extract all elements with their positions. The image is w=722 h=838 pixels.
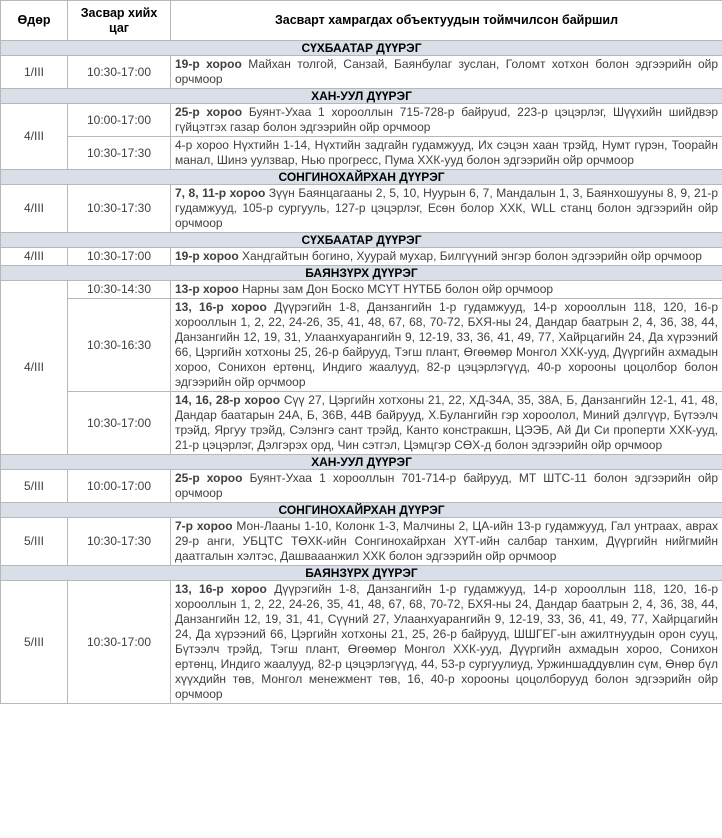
day-cell: 1/III [1,56,68,89]
time-cell: 10:30-17:00 [68,248,171,266]
location-cell [171,137,722,170]
location-cell [171,299,722,392]
location-cell [171,281,722,299]
location-cell [171,185,722,233]
table-row [1,470,722,503]
time-cell: 10:30-17:00 [68,581,171,704]
location-cell [171,470,722,503]
khoroo-label: 14, 16, 28-р хороо [175,393,281,407]
time-cell: 10:30-17:30 [68,185,171,233]
district-row [1,566,722,581]
location-text: Мон-Лааны 1-10, Колонк 1-3, Малчины 2, ЦА-ийн 13-р гудамжууд, Гал унтраах, аврах 29-р анги, УБЦТС ТӨХК-ийн Сонгинохайрхан ХҮТ-ийн салбар танхим, Дүүргийн нийгмийн даатгалын хэлтэс, Дашвааанжил ХХК болон эдгээрийн ойр орчмоор [175,519,719,563]
day-cell: 4/III [1,104,68,170]
table-row [1,392,722,455]
location-cell [171,518,722,566]
location-text: Зүүн Баянцагааны 2, 5, 10, Нуурын 6, 7, Мандалын 1, 3, Баянхошууны 8, 9, 21-р гудамжууд, 105-р сургууль, 127-р цэцэрлэг, Есөн болор ХХК, WLL станц болон эдгээрийн ойр орчмоор [175,186,718,230]
location-cell [171,581,722,704]
district-row [1,503,722,518]
table-row [1,248,722,266]
district-row [1,266,722,281]
khoroo-label: 13, 16-р хороо [175,582,267,596]
district-row [1,170,722,185]
district-name: СОНГИНОХАЙРХАН ДҮҮРЭГ [1,503,722,518]
time-cell: 10:30-17:00 [68,56,171,89]
district-name: СҮХБААТАР ДҮҮРЭГ [1,233,722,248]
location-text: Буянт-Ухаа 1 хорооллын 715-728-р байруud, 223-р цэцэрлэг, Шүүхийн шийдвэр гүйцэтгэх газар болон эдгээрийн ойр орчмоор [175,105,718,134]
day-cell: 5/III [1,581,68,704]
time-cell: 10:30-17:30 [68,518,171,566]
district-name: ХАН-УУЛ ДҮҮРЭГ [1,455,722,470]
table-row [1,281,722,299]
location-text: 4-р хороо Нүхтийн 1-14, Нүхтийн задгайн гудамжууд, Их сэцэн хаан трэйд, Нумт гүрэн, Тоорайн манал, Шинэ уулзвар, Нью прогресс, Пума ХХК-ууд болон эдгээрийн ойр орчмоор [175,138,718,167]
day-cell: 4/III [1,281,68,455]
district-name: ХАН-УУЛ ДҮҮРЭГ [1,89,722,104]
table-row [1,137,722,170]
header-location: Засварт хамрагдах объектуудын тоймчилсон байршил [171,1,722,41]
location-text: Хандгайтын богино, Хуурай мухар, Билгүүний энгэр болон эдгээрийн ойр орчмоор [238,249,702,263]
khoroo-label: 7-р хороо [175,519,233,533]
khoroo-label: 25-р хороо [175,105,243,119]
district-name: БАЯНЗҮРХ ДҮҮРЭГ [1,266,722,281]
location-text: Майхан толгой, Санзай, Баянбулаг зуслан, Голомт хотхон болон эдгээрийн ойр орчмоор [175,57,718,86]
khoroo-label: 13, 16-р хороо [175,300,267,314]
location-cell [171,392,722,455]
time-cell: 10:30-17:00 [68,392,171,455]
time-cell: 10:30-14:30 [68,281,171,299]
header-day: Өдөр [1,1,68,41]
time-cell: 10:30-17:30 [68,137,171,170]
location-cell [171,248,722,266]
day-cell: 5/III [1,470,68,503]
district-row [1,89,722,104]
location-text: Буянт-Ухаа 1 хорооллын 701-714-р байрууд, МТ ШТС-11 болон эдгээрийн ойр орчмоор [175,471,719,500]
time-cell: 10:30-16:30 [68,299,171,392]
location-text: Сүү 27, Цэргийн хотхоны 21, 22, ХД-34А, 35, 38А, Б, Данзангийн 12-1, 41, 48, Дандар баатарын 24А, Б, 36В, 44В байрууд, Х.Булангийн гэр хороолол, Миний дэлгүүр, Бүтээлч трэйд, Яргуу трэйд, Сэлэнгэ сант трэйд, Канто констракшн, ЦЭЭБ, Ай Ди Си проперти ХХК-ууд, 21-р цэцэрлэг, Дэлгэрэх орд, Чин сэтгэл, Цэмцгэр СӨХ-д болон эдгээрийн ойр орчмоор [175,393,719,452]
header-row [1,1,722,41]
location-text: Дүүрэгийн 1-8, Данзангийн 1-р гудамжууд, 14-р хорооллын 118, 120, 16-р хорооллын 1, 2, 22, 24-26, 35, 41, 48, 67, 68, 70-72, БХЯ-ны 24, Дандар баатрын 2, 4, 36, 38, 44, Данзангийн 12, 19, 31, Улаанхуарангийн 9, 12-19, 33, 36, 41, 49, 77, Хайрцагийн 24, Да хүрээний 66, Цэргийн хотхоны 25, 26-р байрууд, Тэгш плант, Өгөөмөр Монгол ХХК-ууд, Дүүргийн ахмадын хороо, Сонихон ертөнц, Индиго жаалууд, 82-р цэцэрлэгүүд, 40-р хорооны цоцолбор болон эдгээрийн ойр орчмоор [175,300,719,389]
location-cell [171,104,722,137]
time-cell: 10:00-17:00 [68,470,171,503]
district-row [1,233,722,248]
khoroo-label: 13-р хороо [175,282,239,296]
table-row [1,518,722,566]
location-text: Дүүрэгийн 1-8, Данзангийн 1-р гудамжууд, 14-р хорооллын 118, 120, 16-р хорооллын 1, 2, 22, 24-26, 35, 41, 48, 67, 68, 70-72, БХЯ-ны 24, Дандар баатрын 2, 4, 36, 38, 44, Данзангийн 12, 19, 31, 41, Сүүний 27, Улаанхуарангийн 9, 12-19, 33, 36, 41, 49, 77, Хайрцагийн 24, Да хүрээний 66, Цэргийн хотхоны 21, 25, 26-р байрууд, ШШГЕГ-ын ажилтнуудын орон сууц, Бүтээлч трэйд, Тэгш плант, Өгөөмөр Монгол ХХК-ууд, Дүүргийн ахмадын хороо, Сонихон ертөнц, Индиго жаалууд, 82-р цэцэрлэгүүд, 44, 53-р сургуулиуд, Уржиншаддувлин сүм, Өнөр бүл хүүхдийн төв, Монгол менежмент төв, 16, 40-р хорооны цоцолборууд болон эдгээрийн ойр орчмоор [175,582,719,701]
district-row [1,455,722,470]
district-name: СҮХБААТАР ДҮҮРЭГ [1,41,722,56]
header-time: Засвар хийх цаг [68,1,171,41]
table-row [1,185,722,233]
day-cell: 4/III [1,185,68,233]
day-cell: 5/III [1,518,68,566]
time-cell: 10:00-17:00 [68,104,171,137]
location-text: Нарны зам Дон Боско МСҮТ НҮТББ болон ойр орчмоор [238,282,554,296]
table-row [1,299,722,392]
khoroo-label: 7, 8, 11-р хороо [175,186,266,200]
khoroo-label: 25-р хороо [175,471,243,485]
khoroo-label: 19-р хороо [175,57,242,71]
day-cell: 4/III [1,248,68,266]
location-cell [171,56,722,89]
table-row [1,581,722,704]
district-name: БАЯНЗҮРХ ДҮҮРЭГ [1,566,722,581]
khoroo-label: 19-р хороо [175,249,239,263]
district-name: СОНГИНОХАЙРХАН ДҮҮРЭГ [1,170,722,185]
table-row [1,56,722,89]
table-row [1,104,722,137]
district-row [1,41,722,56]
